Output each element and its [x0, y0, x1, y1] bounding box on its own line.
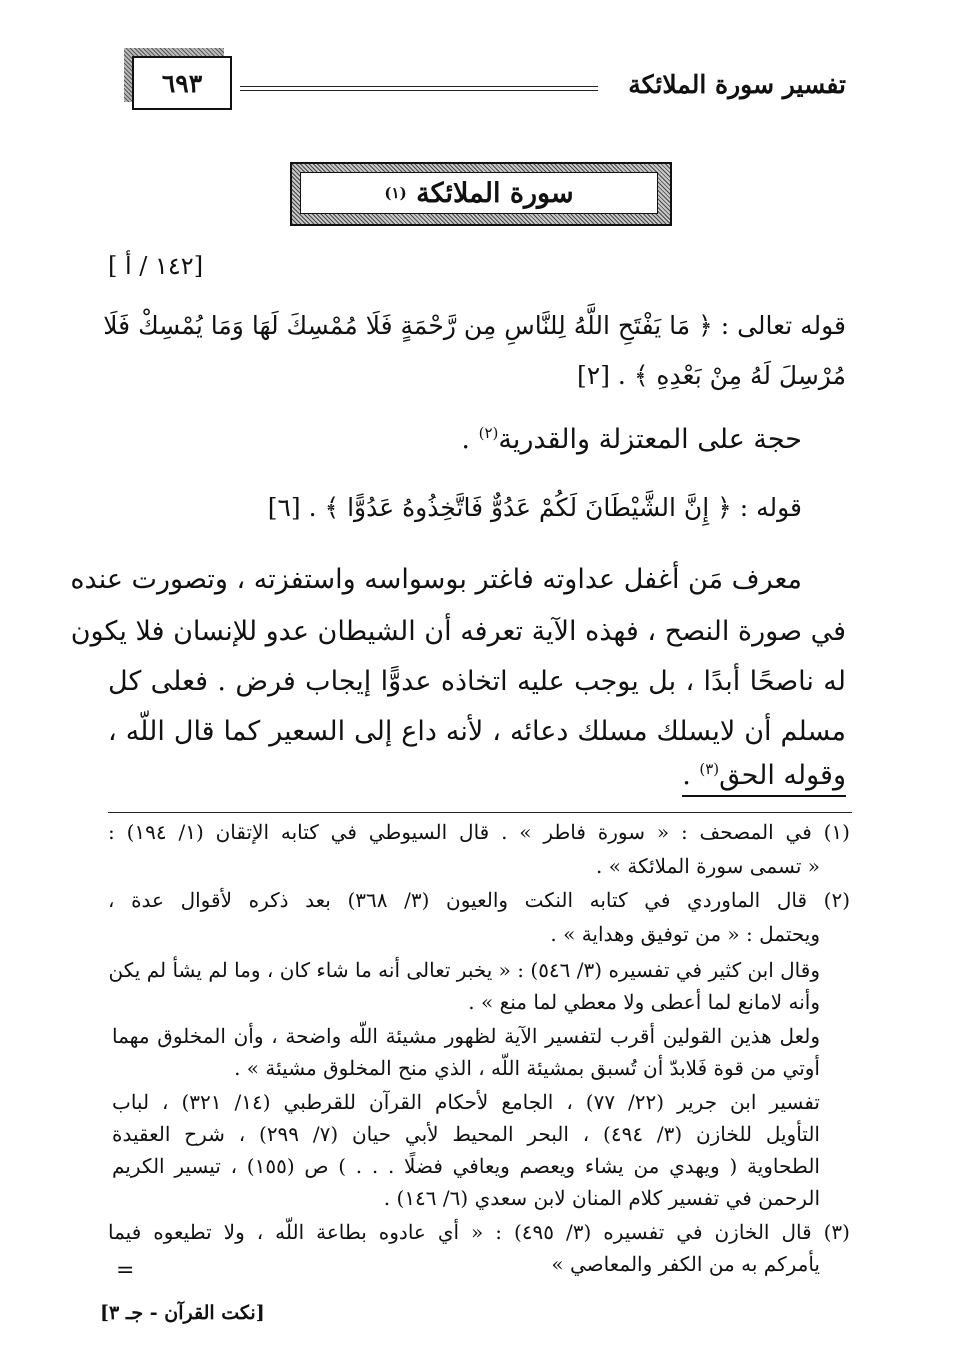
folio-marker: [١٤٢ / أ ]: [108, 252, 204, 280]
footnote-2-line-6: أوتي من قوة فَلابدّ أن تُسبق بمشيئة اللّه ، الذي منح المخلوق مشيئة » .: [234, 1056, 820, 1080]
verse-1-line-1: قوله تعالى : ﴿ مَا يَفْتَحِ اللَّهُ لِلنَّاسِ مِن رَّحْمَةٍ فَلَا مُمْسِكَ لَهَا وَمَا يُمْسِكْ فَلَا: [103, 311, 846, 340]
paragraph-line-1: معرف مَن أغفل عداوته فاغتر بوسواسه واستفزته ، وتصورت عنده: [70, 564, 802, 595]
surah-title-box: [290, 162, 674, 228]
surah-title: سورة الملائكة (١): [300, 172, 658, 214]
footnote-1-line-2: « تسمى سورة الملائكة » .: [596, 854, 820, 878]
page-number-box: [124, 48, 232, 110]
continuation-mark: =: [116, 1258, 135, 1283]
paragraph-line-5-end: .: [682, 760, 700, 791]
page-number: ٦٩٣: [132, 56, 232, 110]
paragraph-line-5-footnote-ref: (٣): [699, 760, 720, 778]
comment-1: [461, 420, 802, 460]
signature-mark: [نكت القرآن - جـ ٣]: [100, 1302, 265, 1324]
paragraph-line-5-words: وقوله الحق: [719, 760, 846, 791]
footnote-2-line-10: الرحمن في تفسير كلام المنان لابن سعدي (٦/ ١٤٦) .: [383, 1186, 820, 1210]
paragraph-line-5-text: [682, 760, 846, 797]
comment-1-footnote-ref: (٢): [478, 424, 499, 442]
comment-1-text: حجة على المعتزلة والقدرية: [498, 424, 802, 455]
footnote-2-line-2: ويحتمل : « من توفيق وهداية » .: [550, 922, 820, 946]
surah-title-text: سورة الملائكة: [416, 177, 574, 209]
footnote-2-line-3: وقال ابن كثير في تفسيره (٣/ ٥٤٦) : « يخبر تعالى أنه ما شاء كان ، وما لم يشأ لم يكن: [108, 958, 820, 982]
footnote-3-line-1: (٣) قال الخازن في تفسيره (٣/ ٤٩٥) : « أي عادوه بطاعة اللّه ، ولا تطيعوه فيما: [108, 1220, 850, 1244]
verse-2: قوله : ﴿ إِنَّ الشَّيْطَانَ لَكُمْ عَدُوٌّ فَاتَّخِذُوهُ عَدُوًّا ﴾ . [٦]: [267, 493, 802, 522]
footnote-2-line-7: تفسير ابن جرير (٢٢/ ٧٧) ، الجامع لأحكام القرآن للقرطبي (١٤/ ٣٢١) ، لباب: [112, 1090, 820, 1114]
footnote-2-line-9: الطحاوية ( ويهدي من يشاء ويعصم ويعافي فضلًا . . . ) ص (١٥٥) ، تيسير الكريم: [112, 1154, 820, 1178]
running-title: تفسير سورة الملائكة: [628, 70, 846, 99]
comment-1-end: .: [461, 424, 479, 455]
footnote-2-line-1: (٢) قال الماوردي في كتابه النكت والعيون (٣/ ٣٦٨) بعد ذكره لأقوال عدة ،: [108, 888, 850, 912]
header-rule: [240, 86, 598, 91]
footnote-3-line-2: يأمركم به من الكفر والمعاصي »: [551, 1252, 820, 1276]
footnote-2-line-4: وأنه لامانع لما أعطى ولا معطي لما منع » .: [468, 990, 820, 1014]
paragraph-line-4: مسلم أن لايسلك مسلك دعائه ، لأنه داع إلى السعير كما قال اللّه ،: [108, 716, 846, 747]
footnote-1-line-1: (١) في المصحف : « سورة فاطر » . قال السيوطي في كتابه الإتقان (١/ ١٩٤) :: [108, 820, 850, 844]
footnote-separator: [108, 812, 852, 813]
paragraph-line-5: [682, 756, 846, 796]
paragraph-line-2: في صورة النصح ، فهذه الآية تعرفه أن الشيطان عدو للإنسان فلا يكون: [70, 616, 846, 647]
paragraph-line-3: له ناصحًا أبدًا ، بل يوجب عليه اتخاذه عدوًّا إيجاب فرض . فعلى كل: [108, 666, 846, 697]
footnote-2-line-5: ولعل هذين القولين أقرب لتفسير الآية لظهور مشيئة اللّه واضحة ، وأن المخلوق مهما: [112, 1024, 820, 1048]
verse-1-line-2: مُرْسِلَ لَهُ مِنْ بَعْدِهِ ﴾ . [٢]: [577, 361, 846, 390]
footnote-2-line-8: التأويل للخازن (٣/ ٤٩٤) ، البحر المحيط لأبي حيان (٧/ ٢٩٩) ، شرح العقيدة: [112, 1122, 820, 1146]
